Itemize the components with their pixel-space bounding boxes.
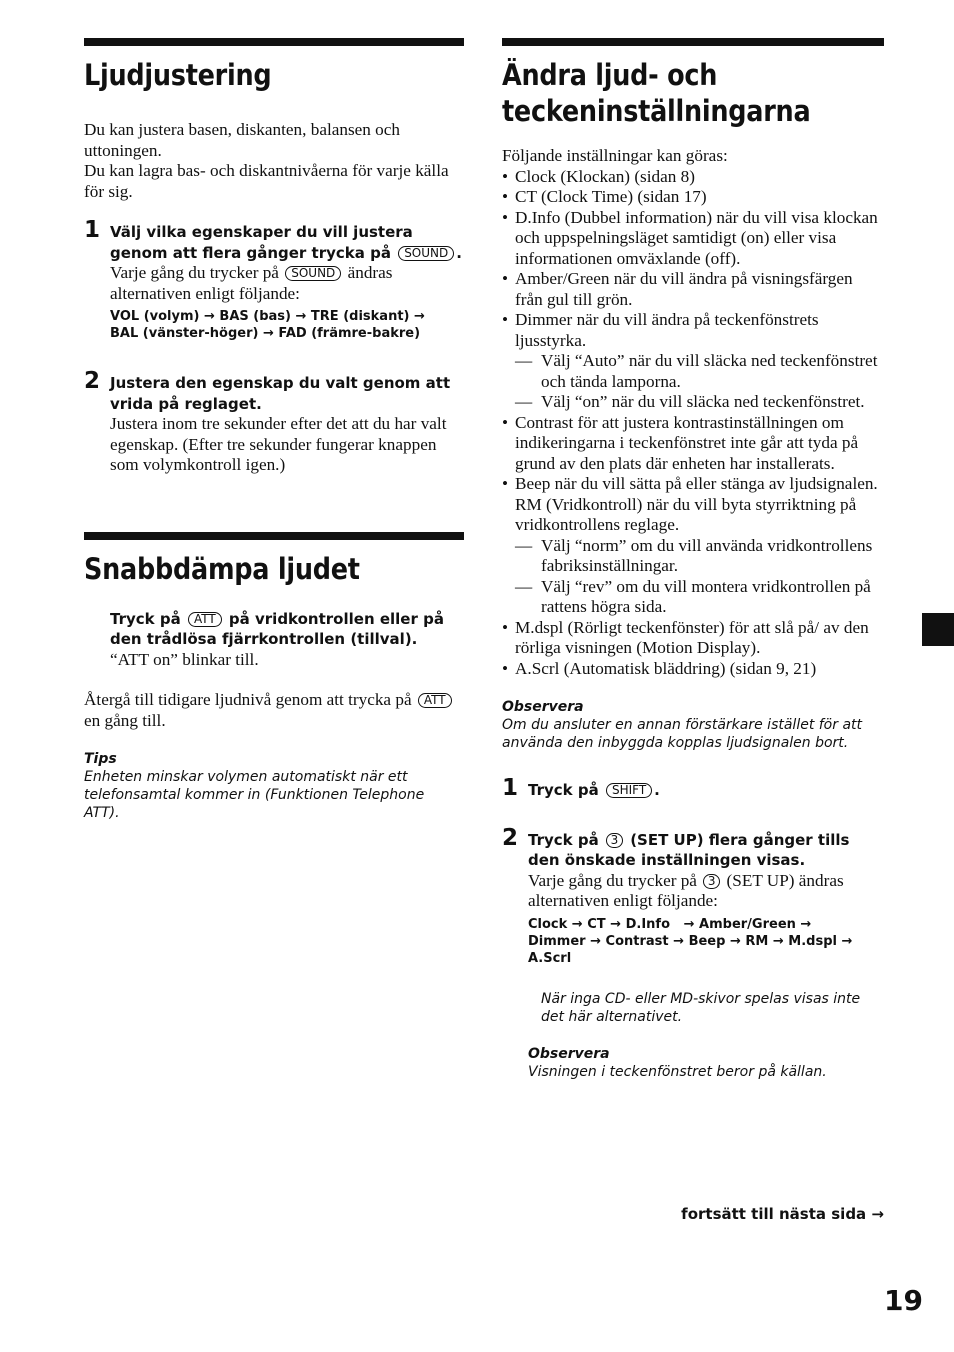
- step-2: [84, 368, 464, 476]
- sound-key: SOUND: [398, 246, 454, 261]
- page-number: 19: [884, 1284, 923, 1317]
- settings-bullets-2: [502, 413, 884, 536]
- observera-text: Visningen i teckenfönstret beror på källan.: [528, 1063, 827, 1080]
- step-1: [84, 217, 464, 342]
- list-item: • Amber/Green när du vill ändra på visningsfärgen från gul till grön.: [502, 269, 884, 310]
- step-text-a: Varje gång du trycker på: [110, 263, 279, 282]
- step-instruction-text: Tryck på: [528, 781, 599, 799]
- intro-paragraph-2: Du kan lagra bas- och diskantnivåerna för varje källa för sig.: [84, 161, 449, 201]
- att-instruction: [110, 609, 464, 650]
- seq-dinfo: D.Info: [625, 916, 671, 932]
- adjust-sequence: VOL (volym) → BAS (bas) → TRE (diskant) → BAL (vänster-höger) → FAD (främre-bakre): [110, 309, 425, 341]
- step-text-b: (SET UP) ändras alternativen enligt följande:: [528, 870, 844, 910]
- step-description: [528, 871, 884, 912]
- cd-md-note: När inga CD- eller MD-skivor spelas visas inte det här alternativet.: [541, 990, 861, 1025]
- settings-bullets: [502, 167, 884, 352]
- step-instruction: Välj vilka egenskaper du vill justera genom att flera gånger trycka på SOUND .: [110, 223, 462, 262]
- list-item-dimmer: [502, 310, 884, 351]
- att-key-inline: ATT: [418, 693, 452, 708]
- section-title-andra: [502, 57, 838, 129]
- list-item: • CT (Clock Time) (sidan 17): [502, 187, 884, 208]
- observera-box: [502, 698, 884, 752]
- intro-paragraph-1: Du kan justera basen, diskanten, balansen och uttoningen.: [84, 120, 400, 160]
- att-instruction-b: på vridkontrollen eller på den trådlösa fjärrkontrollen (tillval).: [110, 609, 444, 648]
- dimmer-option-auto: — Välj “Auto” när du vill släcka ned teckenfönstret och tända lamporna.: [502, 351, 884, 392]
- continue-text: fortsätt till nästa sida: [681, 1205, 867, 1223]
- seq-bas: BAS (bas): [214, 309, 296, 324]
- seq-fad: FAD (främre-bakre): [273, 326, 421, 341]
- observera-heading: Observera: [502, 699, 584, 715]
- att-restore-b: en gång till.: [84, 710, 166, 730]
- att-result: “ATT on” blinkar till.: [110, 649, 259, 669]
- observera-box-2: [528, 1045, 884, 1081]
- rm-option-rev: — Välj “rev” om du vill montera vridkontrollen på rattens högra sida.: [502, 577, 884, 618]
- step-number: 1: [502, 775, 519, 801]
- step-2: [502, 824, 884, 1081]
- seq-contrast: Contrast: [605, 933, 669, 949]
- chapter-tab-marker: [922, 613, 954, 646]
- tips-text: Enheten minskar volymen automatiskt när ett telefonsamtal kommer in (Funktionen Telephone ATT).: [84, 769, 425, 821]
- step-1: [502, 775, 884, 801]
- settings-intro: Följande inställningar kan göras:: [502, 146, 728, 165]
- list-item: • Clock (Klockan) (sidan 8): [502, 167, 884, 188]
- step-instruction-b: (SET UP) flera gånger tills den önskade inställningen visas.: [528, 830, 850, 869]
- setup-3-key: 3: [606, 833, 623, 848]
- continue-next-page: [672, 1204, 884, 1225]
- left-column: [84, 38, 464, 822]
- section-rule: [84, 38, 464, 46]
- step-description: [110, 263, 464, 304]
- list-item: • D.Info (Dubbel information) när du vill visa klockan och uppspelningsläget samtidigt (on) eller visa informationen omväxlande (off).: [502, 208, 884, 270]
- seq-mdspl: M.dspl: [788, 933, 837, 949]
- seq-amber-green: Amber/Green: [699, 916, 796, 932]
- seq-ct: CT: [587, 916, 606, 932]
- settings-list: [502, 146, 884, 679]
- step-description: Justera inom tre sekunder efter det att du har valt egenskap. (Efter tre sekunder fungerar knappen som volymkontroll igen.): [110, 414, 447, 474]
- step-text-a: Varje gång du trycker på: [528, 870, 697, 890]
- section-rule: [502, 38, 884, 46]
- att-instruction-a: Tryck på: [110, 609, 181, 628]
- att-restore-a: Återgå till tidigare ljudnivå genom att trycka på: [84, 690, 412, 709]
- section-rule: [84, 532, 464, 540]
- seq-tre: TRE (diskant): [306, 309, 415, 324]
- step-number: 1: [84, 217, 101, 243]
- sound-key-inline: SOUND: [285, 266, 341, 281]
- list-item-ascrl: • A.Scrl (Automatisk bläddring) (sidan 9, 21): [502, 659, 884, 680]
- list-item-mdspl: • M.dspl (Rörligt teckenfönster) för att slå på/ av den rörliga visningen (Motion Display).: [502, 618, 884, 659]
- step-number: 2: [502, 824, 519, 851]
- setup-3-key-inline: 3: [703, 874, 720, 889]
- seq-clock: Clock: [528, 916, 568, 932]
- section-title-ljudjustering: Ljudjustering: [84, 58, 272, 92]
- att-key: ATT: [188, 612, 222, 627]
- att-step: [84, 609, 464, 671]
- shift-key: SHIFT: [606, 783, 652, 798]
- step-text-b: ändras alternativen enligt följande:: [110, 263, 393, 303]
- title-line-1: Ändra ljud- och: [502, 58, 718, 92]
- step-instruction-a: Tryck på: [528, 830, 599, 849]
- dimmer-text: • Dimmer när du vill ändra på teckenfönstrets ljusstyrka.: [515, 310, 819, 350]
- setup-sequence: Clock → CT → D.Info → Amber/Green → Dimmer → Contrast → Beep → RM → M.dspl → A.Scrl: [528, 916, 853, 966]
- list-item-beep: [502, 474, 884, 536]
- step-number: 2: [84, 368, 101, 394]
- intro-text: [84, 120, 464, 202]
- rm-text: RM (Vridkontroll) när du vill byta styrriktning på vridkontrollens reglage.: [515, 494, 857, 534]
- step-instruction: Tryck på SHIFT .: [528, 781, 660, 799]
- seq-beep: Beep: [688, 933, 726, 949]
- section-title-snabbdampa: Snabbdämpa ljudet: [84, 551, 360, 586]
- arrow-right-icon: →: [871, 1205, 884, 1223]
- step-instruction: [528, 830, 884, 871]
- right-column: [502, 38, 884, 1081]
- seq-ascrl: A.Scrl: [528, 950, 572, 966]
- observera-text: Om du ansluter en annan förstärkare istället för att använda den inbyggda kopplas ljudsignalen bort.: [502, 717, 863, 751]
- att-restore: [84, 690, 464, 731]
- step-instruction-text: Välj vilka egenskaper du vill justera genom att flera gånger trycka på: [110, 223, 413, 262]
- seq-rm: RM: [745, 933, 769, 949]
- step-instruction: Justera den egenskap du valt genom att vrida på reglaget.: [110, 374, 451, 413]
- rm-option-norm: — Välj “norm” om du vill använda vridkontrollens fabriksinställningar.: [502, 536, 884, 577]
- tips-heading: Tips: [84, 751, 117, 767]
- beep-text: • Beep när du vill sätta på eller stänga av ljudsignalen.: [515, 474, 878, 493]
- seq-bal: BAL (vänster-höger): [110, 326, 263, 341]
- observera-heading: Observera: [528, 1045, 610, 1062]
- list-item-contrast: • Contrast för att justera kontrastinställningen om indikeringarna i teckenfönstret inte går att tyda på grund av den plats där enheten har installerats.: [502, 413, 884, 475]
- dimmer-option-on: — Välj “on” när du vill släcka ned teckenfönstret.: [502, 392, 884, 413]
- tips-box: [84, 750, 464, 822]
- settings-bullets-3: [502, 618, 884, 680]
- seq-vol: VOL (volym): [110, 309, 204, 324]
- seq-dimmer: Dimmer: [528, 933, 586, 949]
- title-line-2: teckeninställningarna: [502, 94, 811, 128]
